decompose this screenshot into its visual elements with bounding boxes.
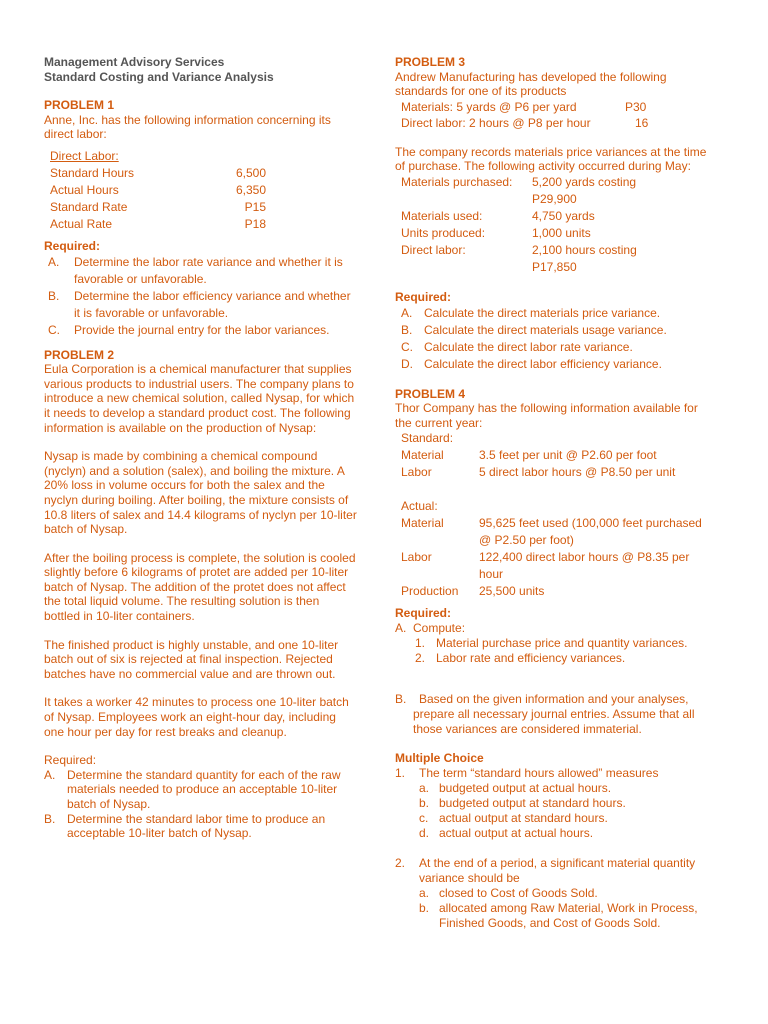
problem-2 xyxy=(44,348,374,841)
list-item: 2. Labor rate and efficiency variances. xyxy=(415,650,626,665)
mc-choices xyxy=(395,781,735,841)
p2-paragraph: The finished product is highly unstable, and one 10-liter batch out of six is rejected at final inspection. Rejected batches have no commercial value and are thrown out. xyxy=(44,637,339,681)
p3-intro: standards for one of its products xyxy=(395,84,567,99)
list-item: A. Calculate the direct materials price variance. xyxy=(401,305,661,320)
p4-sub-list xyxy=(395,636,735,666)
row-value: P15 xyxy=(244,199,266,214)
list-item: A. Determine the standard quantity for each of the raw materials needed to produce an acceptable 10-liter batch of Nysap. xyxy=(44,767,341,811)
p2-required: Required: xyxy=(44,753,97,768)
mc-question xyxy=(395,766,735,781)
p4-required: Required: xyxy=(395,606,452,621)
p4-intro: the current year: xyxy=(395,415,483,430)
problem-2-title: PROBLEM 2 xyxy=(44,347,115,362)
mc-title: Multiple Choice xyxy=(395,750,484,765)
p3-paragraph: of purchase. The following activity occurred during May: xyxy=(395,159,691,174)
p4-table: Standard: Material 3.5 feet per unit @ P2.60 per foot Labor 5 direct labor hours @ P8.50 per unit Actual: Material 95,625 feet used (100,000 feet purchased @ P2.50 per foot) Labor 122,400 direct labor hours @ P8.35 per hour Production 25,500 units xyxy=(401,431,702,599)
standard-label: Standard: xyxy=(401,431,454,446)
choice: b. allocated among Raw Material, Work in Process, Finished Goods, and Cost of Goods Sold. xyxy=(419,900,698,930)
list-item: C. Calculate the direct labor rate variance. xyxy=(401,339,633,354)
problem-3 xyxy=(395,55,735,373)
right-column xyxy=(395,55,735,931)
list-item: A. Determine the labor rate variance and whether it is favorable or unfavorable. xyxy=(48,254,343,286)
p4-part-b: B. Based on the given information and your analyses, prepare all necessary journal entries. Assume that all those variances are considered immaterial. xyxy=(395,691,695,736)
choice: c. actual output at standard hours. xyxy=(419,810,608,825)
p3-intro: Andrew Manufacturing has developed the following xyxy=(395,69,667,84)
row-value: 6,500 xyxy=(235,165,266,180)
problem-4: PROBLEM 4 Thor Company has the following information available for the current year: Standard: Material 3.5 feet per unit @ P2.60 per foot Labor 5 direct labor hours @ P8.50 per unit Actual: Material 95,625 feet used (100,000 feet purchased @ P2.50 per foot) Labor 122,400 direct labor hours @ P8.35 per hour Production 25,500 units Required: A. Compute: 1. Material purchase price and quantity variances. 2. Labor rate and efficiency variances. B. Based on the given information and your analyses, prepare all necessary journal entries. Assume that all those variances are considered immaterial. xyxy=(395,387,735,737)
p3-standards: Materials: 5 yards @ P6 per yard P30 Direct labor: 2 hours @ P8 per hour 16 xyxy=(401,99,649,130)
p1-intro-1: Anne, Inc. has the following information concerning its xyxy=(44,112,331,127)
p2-paragraph: Nysap is made by combining a chemical compound (nyclyn) and a solution (salex), and boiling the mixture. A 20% loss in volume occurs for both the salex and the nyclyn during boiling. After boiling, the mixture consists of 10.8 liters of salex and 14.4 kilograms of nyclyn per 10-liter batch of Nysap. xyxy=(44,449,357,537)
problem-1-title: PROBLEM 1 xyxy=(44,98,115,113)
list-item: C. Provide the journal entry for the labor variances. xyxy=(48,322,330,337)
p3-activity-table: Materials purchased: 5,200 yards costing P29,900 Materials used: 4,750 yards Units produced: 1,000 units Direct labor: 2,100 hours costing P17,850 xyxy=(401,174,637,274)
choice: d. actual output at actual hours. xyxy=(419,825,594,840)
list-item: B. Calculate the direct materials usage variance. xyxy=(401,322,667,337)
p2-paragraph: After the boiling process is complete, the solution is cooled slightly before 6 kilograms of protet are added per 10-liter batch of Nysap. The addition of the protet does not affect the total liquid volume. The resulting solution is then bottled in 10-liter containers. xyxy=(44,550,356,624)
list-item: B. Determine the standard labor time to produce an acceptable 10-liter batch of Nysap. xyxy=(44,811,326,841)
actual-label: Actual: xyxy=(401,499,438,514)
mc-question xyxy=(395,856,735,886)
p2-paragraph: Eula Corporation is a chemical manufacturer that supplies various products to industrial users. The company plans to introduce a new chemical solution, called Nysap, for which it needs to develop a standard product cost. The following information is available on the production of Nysap: xyxy=(44,362,355,435)
problem-3-title: PROBLEM 3 xyxy=(395,55,466,69)
row-label: Standard Hours xyxy=(50,165,135,180)
header-line-1: Management Advisory Services xyxy=(44,55,225,69)
choice: b. budgeted output at standard hours. xyxy=(419,795,626,810)
p3-required-list xyxy=(395,305,735,373)
problem-1 xyxy=(44,98,374,338)
list-item: 1. Material purchase price and quantity variances. xyxy=(415,635,688,650)
multiple-choice xyxy=(395,751,735,931)
p1-required-list xyxy=(44,254,374,339)
p1-intro-2: direct labor: xyxy=(44,127,107,142)
left-column xyxy=(44,55,374,841)
p3-required: Required: xyxy=(395,289,452,304)
choice: a. closed to Cost of Goods Sold. xyxy=(419,885,598,900)
row-value: 6,350 xyxy=(235,182,266,197)
question-1: 1. The term “standard hours allowed” measures xyxy=(395,765,659,780)
p2-required-list xyxy=(44,768,374,841)
header-line-2: Standard Costing and Variance Analysis xyxy=(44,69,274,84)
p2-paragraph: It takes a worker 42 minutes to process one 10-liter batch of Nysap. Employees work an eight-hour day, including one hour per day for rest breaks and cleanup. xyxy=(44,695,349,739)
p1-required: Required: xyxy=(44,238,101,253)
p3-paragraph: The company records materials price variances at the time xyxy=(395,144,707,159)
row-label: Standard Rate xyxy=(50,199,128,214)
list-item: B. Determine the labor efficiency variance and whether it is favorable or unfavorable. xyxy=(48,288,351,320)
question-2: 2. At the end of a period, a significant material quantity variance should be xyxy=(395,855,696,885)
choice: a. budgeted output at actual hours. xyxy=(419,780,612,795)
direct-labor-table xyxy=(44,148,374,233)
mc-choices xyxy=(395,886,735,931)
row-label: Actual Hours xyxy=(50,182,119,197)
problem-4-title: PROBLEM 4 xyxy=(395,386,466,401)
list-item: D. Calculate the direct labor efficiency variance. xyxy=(401,356,662,371)
p4-intro: Thor Company has the following information available for xyxy=(395,401,698,416)
row-value: P18 xyxy=(244,216,266,231)
row-label: Actual Rate xyxy=(50,216,113,231)
direct-labor-heading: Direct Labor: xyxy=(50,148,119,163)
